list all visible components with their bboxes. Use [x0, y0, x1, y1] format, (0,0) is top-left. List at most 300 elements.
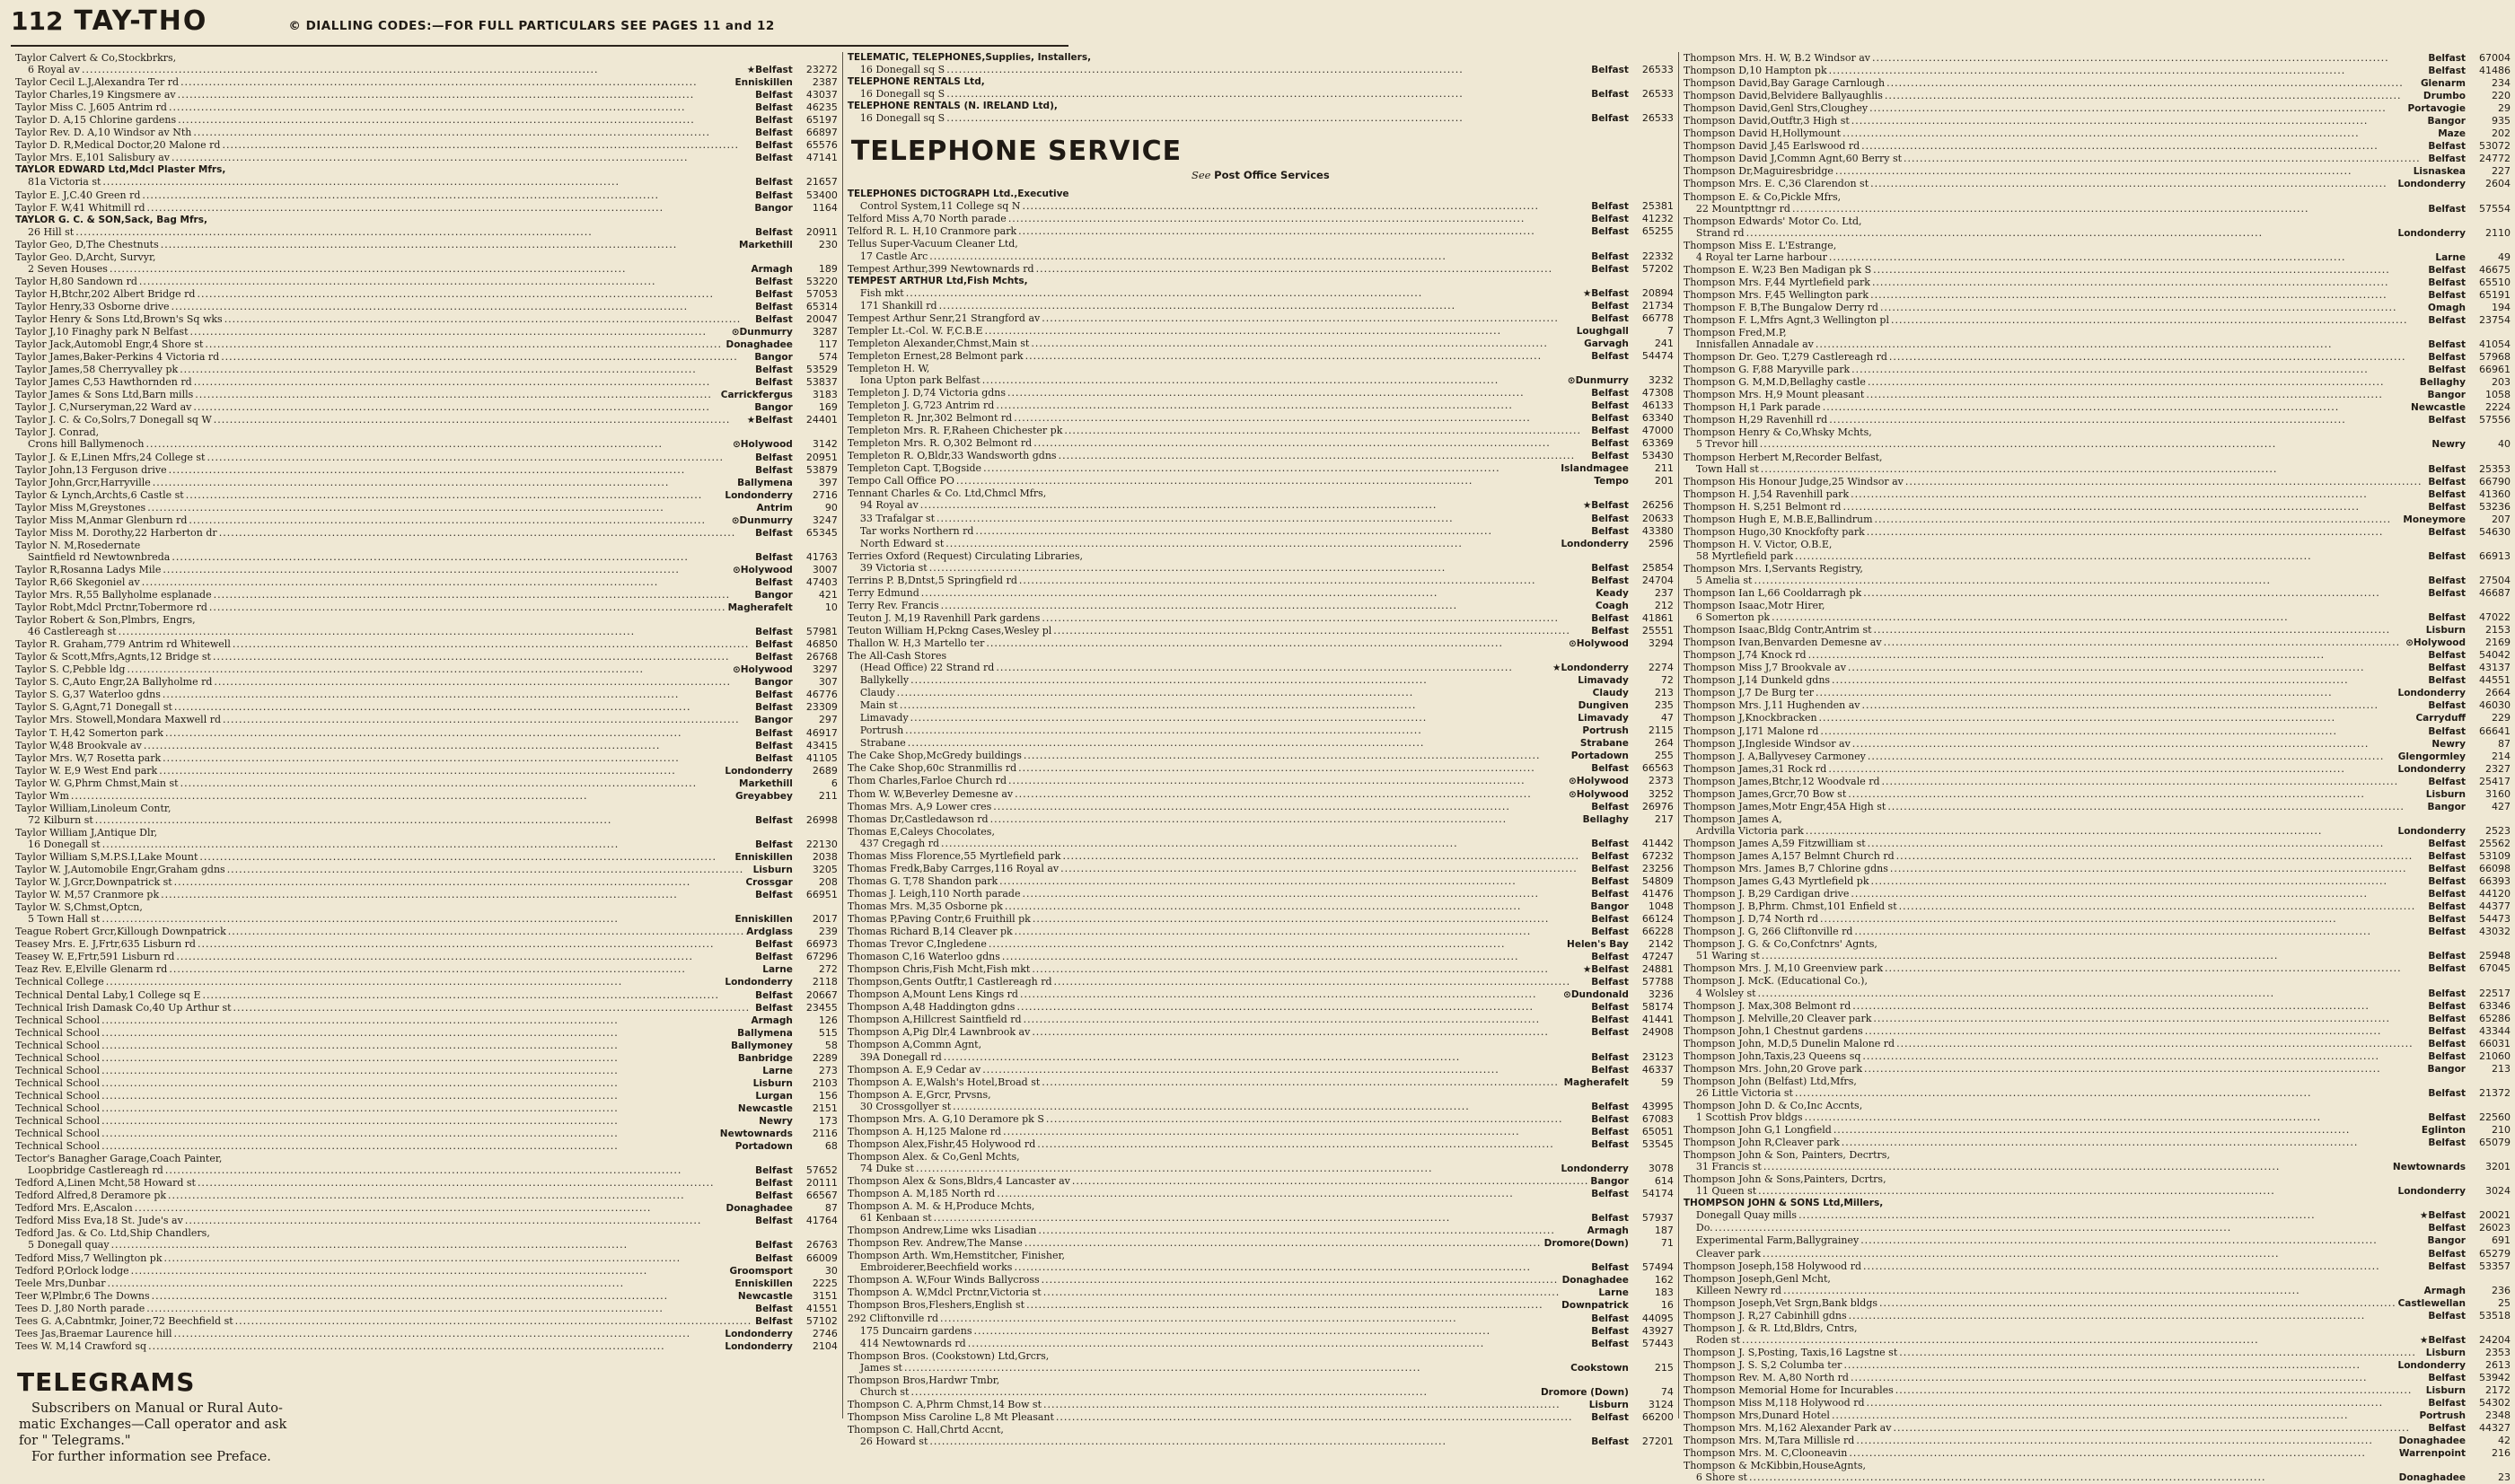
- leader-dots: [1899, 1347, 2424, 1358]
- entry-text: Thompson Bros,Fleshers,English st: [847, 1299, 1025, 1312]
- entry-name-line: [15, 676, 838, 689]
- entry-text: Taylor Geo, D,The Chestnuts: [15, 238, 159, 250]
- directory-entry: [848, 475, 1674, 487]
- exchange-name: ★Belfast: [1582, 500, 1629, 512]
- directory-entry: [848, 813, 1674, 826]
- exchange-name: Newry: [2431, 738, 2466, 750]
- entry-address-line: [848, 538, 1674, 550]
- leader-dots: [1849, 1310, 2427, 1322]
- leader-dots: [152, 1290, 736, 1302]
- phone-number: 3294: [1648, 637, 1674, 649]
- phone-number: 65051: [1641, 1125, 1674, 1137]
- phone-number: 215: [1654, 1361, 1674, 1374]
- exchange-name: Belfast: [755, 576, 793, 588]
- entry-text: Thompson & McKibbin,HouseAgnts,: [1683, 1460, 1866, 1472]
- entry-name-line: [15, 1102, 838, 1115]
- directory-entry: [1684, 699, 2511, 712]
- entry-text: Thompson A. E,Grcr, Prvsns,: [847, 1088, 991, 1101]
- directory-entry: [848, 1151, 1674, 1175]
- directory-entry: [15, 1202, 838, 1215]
- phone-number: 194: [2491, 301, 2511, 313]
- leader-dots: [227, 864, 752, 875]
- entry-name-line: [1684, 600, 2511, 611]
- exchange-name: Belfast: [2428, 838, 2466, 849]
- entry-text: Taylor R,Rosanna Ladys Mile: [15, 563, 162, 575]
- leader-dots: [1746, 227, 2396, 239]
- directory-entry: [15, 514, 838, 527]
- phone-number: 3287: [812, 326, 838, 338]
- entry-address-line: [848, 1101, 1674, 1113]
- entry-name-line: [1684, 277, 2511, 289]
- exchange-name: Belfast: [755, 1303, 793, 1314]
- telegrams-notice: [15, 1401, 838, 1465]
- entry-name-line: [1684, 1149, 2511, 1161]
- exchange-name: Bangor: [2427, 1235, 2466, 1247]
- entry-name-line: [15, 301, 838, 313]
- phone-number: 41442: [1641, 837, 1674, 849]
- exchange-name: Eglinton: [2421, 1125, 2466, 1137]
- directory-entry: [848, 450, 1674, 462]
- entry-text: Taylor Geo. D,Archt, Survyr,: [15, 250, 156, 263]
- leader-dots: [1820, 725, 2426, 737]
- directory-entry: [848, 76, 1674, 101]
- exchange-name: Londonderry: [2397, 179, 2466, 190]
- leader-dots: [209, 602, 726, 613]
- entry-text: 26 Little Victoria st: [1695, 1086, 1793, 1099]
- phone-number: 16: [1660, 1299, 1674, 1312]
- leader-dots: [941, 600, 1594, 611]
- entry-text: Thompson Mrs. M,162 Alexander Park av: [1683, 1422, 1892, 1435]
- phone-number: 41764: [805, 1215, 838, 1227]
- entry-text: Cleaver park: [1695, 1247, 1761, 1260]
- entry-text: Thompson F. L,Mfrs Agnt,3 Wellington pl: [1683, 313, 1889, 326]
- entry-text: Terry Edmund: [847, 586, 919, 599]
- phone-number: 57556: [2478, 414, 2511, 426]
- entry-address-line: [848, 200, 1674, 213]
- entry-name-line: [15, 101, 838, 114]
- leader-dots: [897, 687, 1591, 698]
- exchange-name: Belfast: [755, 1315, 793, 1327]
- exchange-name: Londonderry: [1561, 538, 1629, 549]
- entry-name-line: [848, 1200, 1674, 1212]
- leader-dots: [1005, 900, 1589, 912]
- directory-entry: [1684, 153, 2511, 165]
- leader-dots: [198, 1177, 753, 1189]
- directory-entry: [15, 276, 838, 288]
- phone-number: 66031: [2478, 1037, 2511, 1049]
- entry-name-line: [848, 938, 1674, 951]
- phone-number: 2153: [2484, 624, 2511, 637]
- phone-number: 47308: [1641, 387, 1674, 400]
- exchange-name: Larne: [2435, 251, 2466, 263]
- directory-entry: [848, 1026, 1674, 1039]
- directory-entry: [1684, 1100, 2511, 1124]
- leader-dots: [934, 1212, 1590, 1224]
- phone-number: 66641: [2478, 724, 2511, 737]
- phone-number: 1058: [2484, 389, 2511, 401]
- leader-dots: [1033, 913, 1589, 925]
- exchange-name: Belfast: [1591, 438, 1629, 450]
- entry-text: Thompson A. E,9 Cedar av: [847, 1063, 981, 1076]
- exchange-name: Belfast: [2428, 876, 2466, 888]
- entry-text: Templeton Ernest,28 Belmont park: [847, 349, 1024, 362]
- directory-entry: [15, 189, 838, 202]
- entry-name-line: [1684, 1409, 2511, 1422]
- phone-number: 66200: [1641, 1410, 1674, 1423]
- entry-text: Taylor William,Linoleum Contr,: [15, 802, 171, 814]
- leader-dots: [1829, 251, 2434, 263]
- exchange-name: Belfast: [1591, 350, 1629, 362]
- leader-dots: [1053, 625, 1589, 637]
- exchange-name: Belfast: [755, 752, 793, 764]
- exchange-name: Moneymore: [2403, 514, 2466, 525]
- phone-number: 30: [824, 1264, 838, 1277]
- entry-name-line: [848, 762, 1674, 775]
- exchange-name: Belfast: [2428, 963, 2466, 975]
- entry-text: 30 Crossgollyer st: [859, 1100, 952, 1112]
- entry-name-line: [1684, 1397, 2511, 1409]
- phone-number: 614: [1654, 1174, 1674, 1187]
- entry-name-line: [848, 926, 1674, 938]
- phone-number: 54042: [2478, 649, 2511, 662]
- phone-number: 241: [1654, 337, 1674, 349]
- leader-dots: [1832, 674, 2426, 686]
- phone-number: 3007: [812, 563, 838, 575]
- exchange-name: Belfast: [1591, 513, 1629, 524]
- directory-entry: [1684, 52, 2511, 65]
- leader-dots: [142, 576, 753, 588]
- exchange-name: Ballymoney: [731, 1040, 793, 1051]
- entry-address-line: [848, 1051, 1674, 1064]
- leader-dots: [1868, 376, 2418, 388]
- directory-entry: [848, 625, 1674, 637]
- leader-dots: [101, 1052, 736, 1064]
- entry-text: Thompson Isaac,Bldg Contr,Antrim st: [1683, 624, 1872, 637]
- directory-entry: [1684, 563, 2511, 587]
- leader-dots: [1042, 1274, 1561, 1286]
- exchange-name: Magherafelt: [1563, 1076, 1629, 1088]
- leader-dots: [193, 127, 753, 138]
- exchange-name: Belfast: [755, 153, 793, 164]
- entry-text: Taylor T. H,42 Somerton park: [15, 726, 163, 739]
- directory-entry: [15, 338, 838, 351]
- leader-dots: [985, 325, 1575, 337]
- entry-address-line: [848, 1325, 1674, 1338]
- exchange-name: Belfast: [1591, 612, 1629, 624]
- directory-entry: [848, 788, 1674, 801]
- leader-dots: [1014, 412, 1589, 424]
- entry-name-line: [1684, 838, 2511, 850]
- phone-number: 25: [2497, 1296, 2511, 1309]
- exchange-name: Londonderry: [2397, 227, 2466, 239]
- directory-entry: [15, 452, 838, 464]
- directory-entry: [15, 540, 838, 564]
- directory-entry: [848, 1001, 1674, 1014]
- exchange-name: ⊙Dunmurry: [1567, 374, 1629, 386]
- leader-dots: [1905, 476, 2426, 487]
- exchange-name: Londonderry: [725, 1340, 793, 1352]
- entry-text: Thompson David J,Commn Agnt,60 Berry st: [1683, 153, 1903, 165]
- entry-name-line: [15, 464, 838, 477]
- entry-text: 6 Somerton pk: [1695, 611, 1771, 624]
- leader-dots: [1042, 312, 1589, 324]
- leader-dots: [946, 112, 1589, 124]
- directory-entry: [15, 152, 838, 164]
- phone-number: 44095: [1641, 1312, 1674, 1324]
- phone-number: 63369: [1641, 437, 1674, 450]
- entry-text: Thompson Mrs. M,Tara Millisle rd: [1683, 1435, 1855, 1447]
- entry-address-line: [848, 250, 1674, 263]
- telegrams-line-1: Subscribers on Manual or Rural Auto-: [31, 1401, 283, 1416]
- leader-dots: [1879, 1297, 2396, 1309]
- entry-name-line: [848, 450, 1674, 462]
- directory-entry: [15, 376, 838, 389]
- entry-text: 11 Queen st: [1695, 1185, 1757, 1198]
- entry-text: Thomas J. Leigh,110 North parade: [847, 887, 1021, 900]
- exchange-name: Belfast: [1591, 413, 1629, 425]
- entry-text: Thompson James,Grcr,70 Bow st: [1683, 787, 1847, 800]
- exchange-name: Belfast: [755, 1165, 793, 1177]
- exchange-name: Banbridge: [737, 1052, 793, 1064]
- phone-number: 239: [818, 926, 838, 938]
- phone-number: 71: [1660, 1237, 1674, 1250]
- exchange-name: Londonderry: [725, 765, 793, 777]
- entry-name-line: [1684, 1013, 2511, 1025]
- entry-name-line: [1684, 389, 2511, 401]
- exchange-name: Belfast: [1591, 1313, 1629, 1324]
- phone-number: 2110: [2484, 226, 2511, 239]
- exchange-name: Belfast: [755, 652, 793, 663]
- entry-text: Thomas Fredk,Baby Carrges,116 Royal av: [847, 862, 1060, 874]
- directory-entry: [15, 464, 838, 477]
- entry-name-line: [1684, 801, 2511, 813]
- entry-text: 2 Seven Houses: [28, 262, 108, 275]
- entry-address-line: [848, 662, 1674, 674]
- entry-name-line: [848, 625, 1674, 637]
- exchange-name: Belfast: [1591, 1411, 1629, 1423]
- leader-dots: [1848, 788, 2424, 800]
- entry-text: 4 Royal ter Larne harbour: [1695, 250, 1827, 263]
- exchange-name: Belfast: [1591, 65, 1629, 76]
- leader-dots: [165, 1164, 753, 1176]
- leader-dots: [145, 438, 730, 450]
- leader-dots: [171, 301, 754, 312]
- directory-entry: [15, 765, 838, 777]
- entry-text: Teuton J. M,19 Ravenhill Park gardens: [847, 611, 1041, 624]
- leader-dots: [1758, 988, 2427, 999]
- directory-entry: [1684, 1297, 2511, 1310]
- exchange-name: Belfast: [2428, 864, 2466, 875]
- entry-text: Tedford P,Orlock lodge: [15, 1264, 129, 1277]
- entry-text: Thompson Fred,M.P,: [1683, 327, 1787, 339]
- entry-text: Thompson Chris,Fish Mcht,Fish mkt: [847, 963, 1031, 976]
- leader-dots: [1806, 825, 2396, 837]
- entry-name-line: [1684, 452, 2511, 463]
- entry-text: Thompson Miss J,7 Brookvale av: [1683, 662, 1846, 674]
- phone-number: 26998: [805, 813, 838, 826]
- exchange-name: Bellaghy: [2419, 377, 2466, 389]
- exchange-name: Warrenpoint: [2398, 1448, 2466, 1460]
- entry-text: Taylor & Lynch,Archts,6 Castle st: [15, 488, 184, 501]
- leader-dots: [119, 626, 754, 637]
- entry-address-line: [1684, 251, 2511, 264]
- directory-entry: [15, 1328, 838, 1340]
- phone-number: 26256: [1641, 499, 1674, 512]
- entry-name-line: [848, 238, 1674, 250]
- directory-entry: [15, 389, 838, 401]
- exchange-name: Belfast: [2428, 463, 2466, 475]
- leader-dots: [1795, 1087, 2426, 1099]
- entry-text: Thompson Bros. (Cookstown) Ltd,Grcrs,: [847, 1349, 1050, 1362]
- phone-number: 47403: [805, 575, 838, 588]
- exchange-name: Belfast: [2428, 1248, 2466, 1260]
- exchange-name: Enniskillen: [734, 852, 793, 863]
- leader-dots: [186, 489, 724, 501]
- directory-entry: [1684, 1137, 2511, 1149]
- entry-text: 22 Mountpttngr rd: [1695, 202, 1790, 215]
- exchange-name: Belfast: [2428, 501, 2466, 513]
- entry-name-line: [1684, 1137, 2511, 1149]
- directory-entry: [1684, 389, 2511, 401]
- phone-number: 21734: [1641, 299, 1674, 312]
- directory-entry: [1684, 1038, 2511, 1050]
- directory-entry: [15, 864, 838, 876]
- entry-name-line: [15, 239, 838, 251]
- phone-number: 66913: [2478, 549, 2511, 562]
- exchange-name: Belfast: [2428, 526, 2466, 538]
- phone-number: 237: [1654, 586, 1674, 599]
- exchange-name: Belfast: [1591, 952, 1629, 963]
- directory-entry: [1684, 452, 2511, 476]
- entry-text: 5 Donegall quay: [28, 1239, 110, 1251]
- phone-number: 53357: [2478, 1260, 2511, 1272]
- entry-text: Taylor James & Sons Ltd,Barn mills: [15, 389, 194, 401]
- phone-number: 54630: [2478, 525, 2511, 538]
- directory-entry: [848, 850, 1674, 863]
- entry-text: Thompson Rev. M. A,80 North rd: [1683, 1371, 1849, 1383]
- directory-entry: [1684, 351, 2511, 364]
- entry-text: Taylor Wm: [15, 789, 69, 802]
- phone-number: 26533: [1641, 112, 1674, 125]
- exchange-name: Belfast: [2428, 1372, 2466, 1383]
- entry-text: Templeton Alexander,Chmst,Main st: [847, 337, 1030, 349]
- phone-number: 691: [2491, 1234, 2511, 1247]
- entry-name-line: [1684, 501, 2511, 514]
- directory-entry: [1684, 1310, 2511, 1322]
- entry-name-line: [1684, 975, 2511, 987]
- telegrams-line-2: matic Exchanges—Call operator and ask: [19, 1417, 287, 1432]
- phone-number: 397: [818, 476, 838, 488]
- phone-number: 41861: [1641, 611, 1674, 624]
- exchange-name: Crossgar: [745, 877, 793, 889]
- phone-number: 3078: [1648, 1162, 1674, 1174]
- entry-name-line: [848, 325, 1674, 338]
- leader-dots: [1851, 888, 2426, 900]
- directory-entry: [15, 1027, 838, 1040]
- entry-address-line: [1684, 1334, 2511, 1347]
- entry-text: Technical School: [15, 1064, 101, 1076]
- leader-dots: [1851, 364, 2426, 375]
- leader-dots: [1056, 1411, 1589, 1423]
- entry-name-line: [848, 826, 1674, 838]
- entry-text: Portrush: [859, 724, 904, 737]
- entry-name-line: [1684, 289, 2511, 302]
- entry-text: Thompson J,Ingleside Windsor av: [1683, 737, 1851, 750]
- entry-text: Taylor S. C,Auto Engr,2A Ballyholme rd: [15, 676, 213, 689]
- directory-entry: [1684, 1460, 2511, 1484]
- phone-number: 935: [2491, 115, 2511, 127]
- entry-text: Thompson John & Sons,Painters, Dcrtrs,: [1683, 1173, 1886, 1186]
- leader-dots: [171, 152, 753, 163]
- directory-entry: [848, 750, 1674, 762]
- directory-entry: [848, 963, 1674, 976]
- entry-text: Thompson A. W,Four Winds Ballycross: [847, 1274, 1040, 1286]
- entry-text: Thompson A. M,185 North rd: [847, 1188, 996, 1200]
- entry-text: Thomas Miss Florence,55 Myrtlefield park: [847, 849, 1061, 862]
- entry-address-line: [848, 699, 1674, 712]
- exchange-name: Garvagh: [1584, 338, 1629, 349]
- entry-text: TAYLOR G. C. & SON,Sack, Bag Mfrs,: [15, 214, 207, 225]
- entry-address-line: [15, 626, 838, 638]
- directory-entry: [1684, 649, 2511, 662]
- entry-name-line: [848, 913, 1674, 926]
- phone-number: 66567: [805, 1190, 838, 1202]
- entry-text: Thompson John & Son, Painters, Decrtrs,: [1683, 1149, 1890, 1162]
- entry-name-line: [15, 1115, 838, 1128]
- leader-dots: [1036, 263, 1590, 275]
- leader-dots: [163, 752, 753, 764]
- phone-number: 46687: [2478, 587, 2511, 600]
- phone-number: 3160: [2484, 787, 2511, 800]
- phone-number: 2604: [2484, 178, 2511, 190]
- directory-entry: [15, 727, 838, 740]
- entry-text: 33 Trafalgar st: [859, 512, 936, 524]
- entry-name-line: [1684, 699, 2511, 712]
- entry-name-line: [848, 1064, 1674, 1076]
- entry-text: 6 Royal av: [28, 64, 80, 76]
- entry-name-line: [1684, 1050, 2511, 1063]
- exchange-name: Belfast: [1591, 1213, 1629, 1225]
- exchange-name: Belfast: [1591, 312, 1629, 324]
- entry-name-line: [15, 202, 838, 215]
- exchange-name: Belfast: [2428, 1087, 2466, 1099]
- entry-text: Technical School: [15, 1014, 101, 1026]
- entry-name-line: [1684, 938, 2511, 950]
- column-1: [11, 52, 842, 1464]
- phone-number: 65286: [2478, 1012, 2511, 1024]
- entry-text: Thomas E,Caleys Chocolates,: [847, 825, 995, 838]
- entry-text: Templeton H. W,: [847, 362, 930, 374]
- exchange-name: Belfast: [2428, 277, 2466, 288]
- directory-entry: [1684, 624, 2511, 637]
- phone-number: 43037: [805, 89, 838, 101]
- directory-entry: [15, 589, 838, 602]
- exchange-name: Groomsport: [729, 1265, 793, 1277]
- phone-number: 41054: [2478, 338, 2511, 351]
- exchange-name: Belfast: [1591, 113, 1629, 125]
- entry-text: Thompson Herbert M,Recorder Belfast,: [1683, 451, 1883, 463]
- entry-address-line: [15, 64, 838, 76]
- phone-number: 2169: [2484, 637, 2511, 649]
- entry-name-line: [1684, 1025, 2511, 1038]
- directory-entry: [848, 926, 1674, 938]
- directory-entry: [848, 612, 1674, 625]
- entry-name-line: [15, 1128, 838, 1140]
- exchange-name: Belfast: [755, 464, 793, 476]
- leader-dots: [142, 189, 753, 201]
- directory-entry: [1684, 1372, 2511, 1384]
- exchange-name: Belfast: [2428, 339, 2466, 351]
